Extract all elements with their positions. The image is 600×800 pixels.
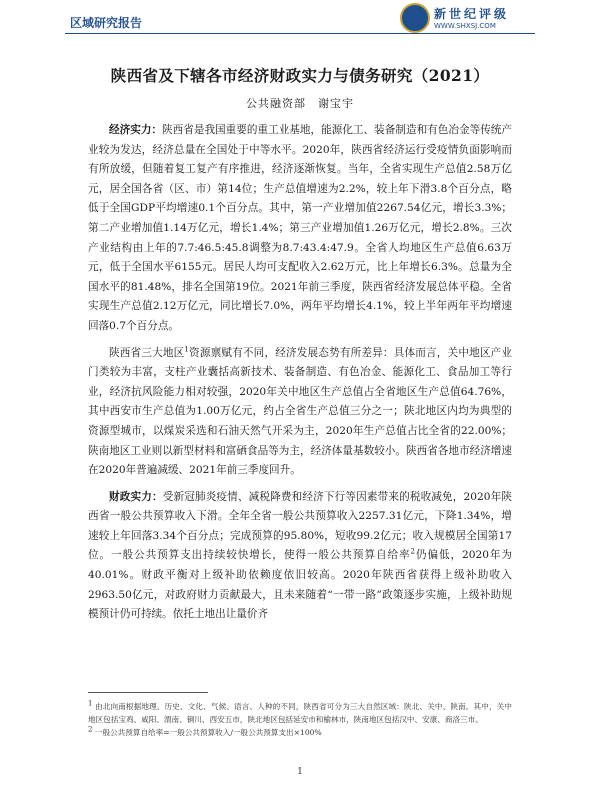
logo-url: WWW.SHXSJ.COM — [434, 22, 496, 30]
footnote-text: 由北向南根据地理、历史、文化、气候、语言、人种的不同，陕西省可分为三大自然区域：陕北、关中、陕南。其中，关中地区包括宝鸡、咸阳、渭南、铜川、西安五市，陕北地区包括延安市和榆林市，陕南地区包括汉中、安康、商洛三市。 — [88, 702, 512, 724]
paragraph-lead: 经济实力： — [109, 124, 163, 136]
paragraph-economy — [88, 121, 512, 337]
paragraph-finance — [88, 488, 512, 625]
footnote-item — [88, 700, 512, 726]
footnote-text: 一般公共预算自给率=一般公共预算收入/一般公共预算支出×100% — [94, 728, 322, 737]
section-label: 区域研究报告 — [70, 16, 143, 30]
logo — [400, 2, 535, 36]
logo-name: 新世纪评级 — [434, 7, 510, 21]
footnote-ref[interactable]: 2 — [410, 547, 415, 556]
document-title: 陕西省及下辖各市经济财政实力与债务研究（2021） — [110, 66, 490, 85]
paragraph-lead: 财政实力： — [109, 490, 163, 503]
paragraph-text: 受新冠肺炎疫情、减税降费和经济下行等因素带来的税收减免，2020年陕西省一般公共预算收入下滑。全年全省一般公共预算收入2257.31亿元，下降1.34%，增速较上年回落3.34个百分点；完成预算的95.80%，短收99.2亿元；收入规模居全国第17位。一般公共预算支出持续较快增长，使得一般公共预算自给率 — [88, 490, 512, 562]
paragraph-text: 陕西省是我国重要的重工业基地，能源化工、装备制造和有色冶金等传统产业较为发达，经济总量在全国处于中等水平。2020年，陕西省经济运行受疫情负面影响而有所放缓，但随着复工复产有序推进，经济逐渐恢复。当年，全省实现生产总值2.58万亿元，居全国各省（区、市）第14位；生产总值增速为2.2%，较上年下滑3.8个百分点，略低于全国GDP平均增速0.1个百分点。其中，第一产业增加值2267.54亿元，增长3.3%；第二产业增加值1.14万亿元，增长1.4%；第三产业增加值1.26万亿元，增长2.8%。三次产业结构由上年的7.7:46.5:45.8调整为8.7:43.4:47.9。全省人均地区生产总值6.63万元，低于全国水平6155元。居民人均可支配收入2.62万元，比上年增长6.3%。总量为全国水平的81.48%，排名全国第19位。2021年前三季度，陕西省经济发展总体平稳。全省实现生产总值2.12万亿元，同比增长7.0%，两年平均增长4.1%，较上半年两年平均增速回落0.7个百分点。 — [88, 124, 513, 332]
author-line: 公共融资部 谢宝宇 — [246, 97, 354, 110]
footnote-number: 2 — [88, 725, 93, 734]
paragraph-text: 仍偏低，2020年为40.01%。财政平衡对上级补助依赖度依旧较高。2020年陕西省获得上级补助收入2963.50亿元，对政府财力贡献最大，且未来随着“一带一路”政策逐步实施，上级补助规模预计仍可持续。依托土地出让量价齐 — [88, 549, 512, 621]
page-number: 1 — [297, 767, 303, 777]
footnote-number: 1 — [88, 699, 93, 708]
paragraph-regions — [88, 344, 512, 481]
page-header — [0, 0, 600, 40]
footnote-item — [88, 726, 512, 739]
footnote-ref[interactable]: 1 — [184, 345, 189, 353]
globe-logo-icon — [400, 3, 430, 33]
paragraph-text: 资源禀赋有不同，经济发展态势有所差异：具体而言，关中地区产业门类较为丰富，支柱产业囊括高新技术、装备制造、有色冶金、能源化工、食品加工等行业，经济抗风险能力相对较强，2020年关中地区生产总值占全省地区生产总值64.76%，其中西安市生产总值为1.00万亿元，约占全省生产总值三分之一；陕北地区内均为典型的资源型城市，以煤炭采选和石油天然气开采为主，2020年生产总值占比全省的22.00%；陕南地区工业则以新型材料和富硒食品等为主，经济体量基数较小。陕西省各地市经济增速在2020年普遍减缓、2021年前三季度回升。 — [88, 346, 513, 477]
footnotes — [88, 700, 512, 739]
paragraph-text: 陕西省三大地区 — [109, 346, 185, 359]
document-body — [88, 121, 512, 632]
footnote-rule — [88, 692, 208, 693]
